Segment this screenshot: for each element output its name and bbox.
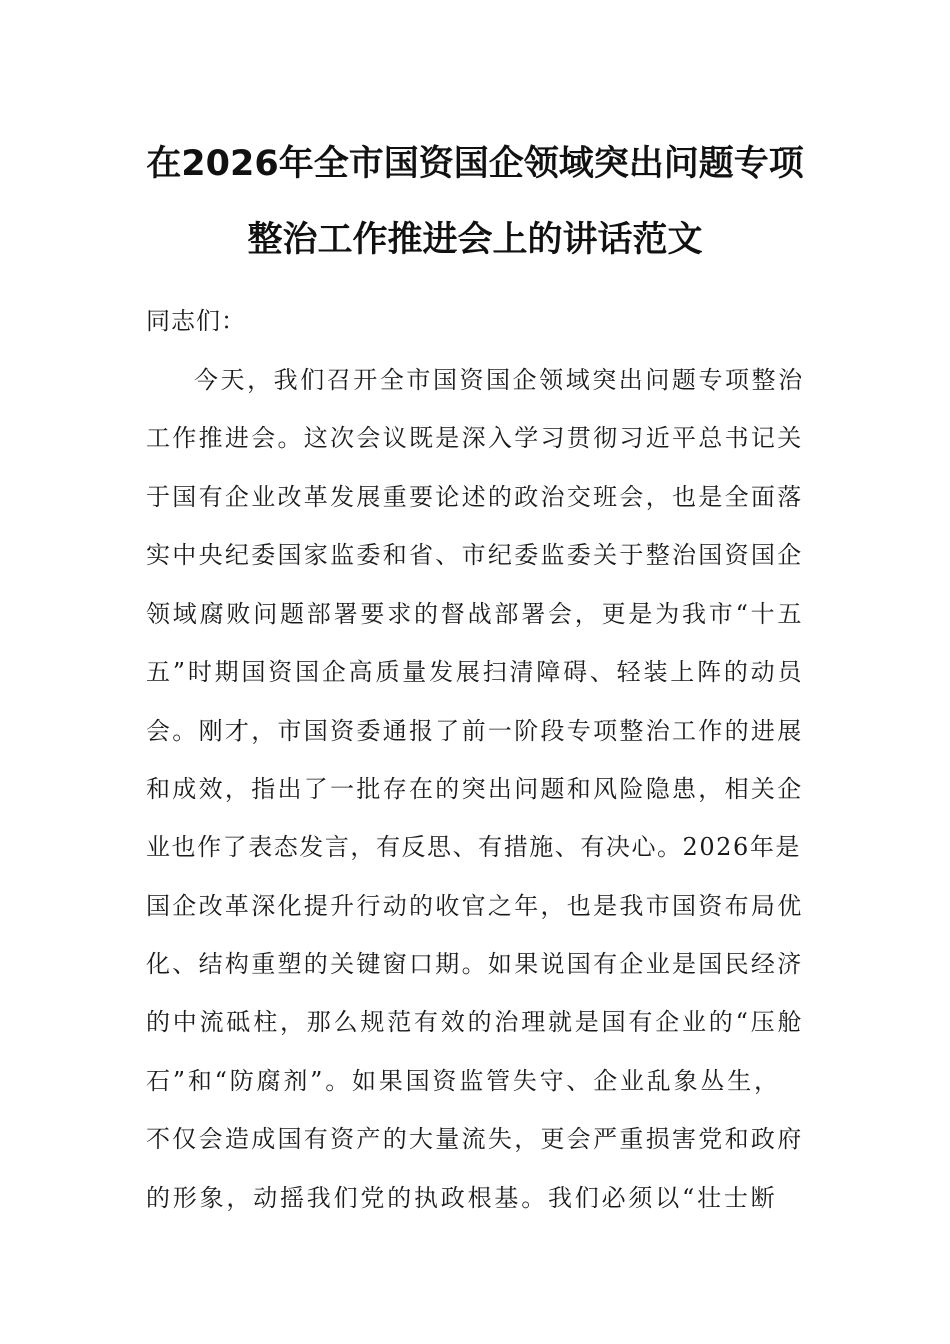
- paragraph-line: 不仅会造成国有资产的大量流失，更会严重损害党和政府: [146, 1125, 804, 1153]
- paragraph-line: 今天，我们召开全市国资国企领域突出问题专项整治: [194, 366, 805, 394]
- paragraph-line: 实中央纪委国家监委和省、市纪委监委关于整治国资国企: [146, 541, 804, 569]
- document-title-line-2: 整治工作推进会上的讲话范文: [247, 220, 703, 260]
- paragraph-line: 的形象，动摇我们党的执政根基。我们必须以“壮士断: [146, 1184, 778, 1212]
- paragraph-line: 的中流砥柱，那么规范有效的治理就是国有企业的“压舱: [146, 1008, 805, 1036]
- paragraph-line: 石”和“防腐剂”。如果国资监管失守、企业乱象丛生，: [146, 1067, 781, 1095]
- paragraph-line: 领域腐败问题部署要求的督战部署会，更是为我市“十五: [146, 600, 805, 628]
- document-title-line-1: 在2026年全市国资国企领域突出问题专项: [146, 144, 804, 184]
- paragraph-line: 和成效，指出了一批存在的突出问题和风险隐患，相关企: [146, 775, 804, 803]
- paragraph-line: 业也作了表态发言，有反思、有措施、有决心。2026年是: [146, 833, 801, 861]
- paragraph-line: 会。刚才，市国资委通报了前一阶段专项整治工作的进展: [146, 717, 804, 745]
- greeting: 同志们：: [146, 307, 246, 335]
- paragraph-line: 于国有企业改革发展重要论述的政治交班会，也是全面落: [146, 483, 804, 511]
- paragraph-line: 化、结构重塑的关键窗口期。如果说国有企业是国民经济: [146, 950, 804, 978]
- paragraph-line: 五”时期国资国企高质量发展扫清障碍、轻装上阵的动员: [146, 658, 805, 686]
- paragraph-line: 工作推进会。这次会议既是深入学习贯彻习近平总书记关: [146, 424, 804, 452]
- paragraph-line: 国企改革深化提升行动的收官之年，也是我市国资布局优: [146, 892, 804, 920]
